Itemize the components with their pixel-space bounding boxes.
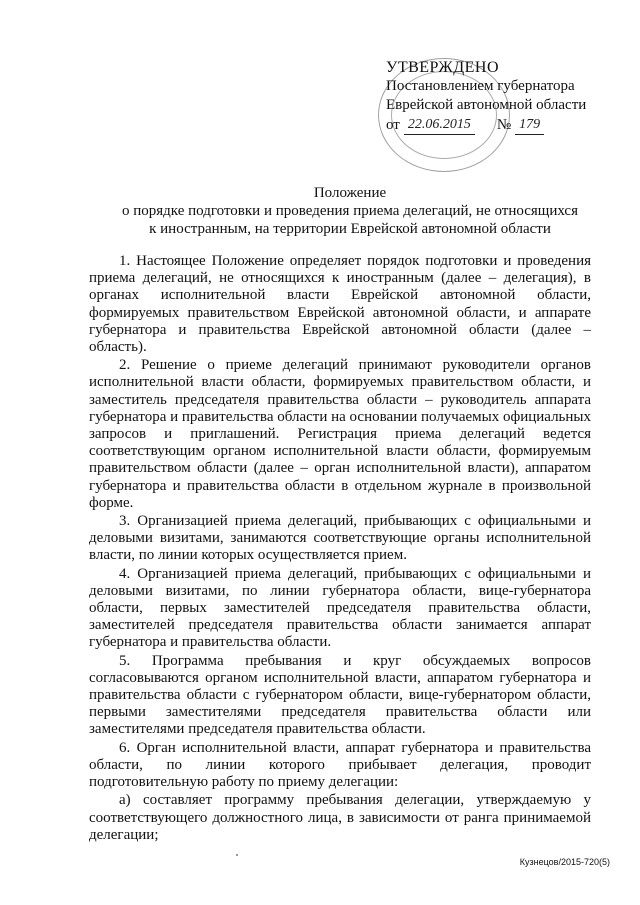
paragraph-5: 5. Программа пребывания и круг обсуждаемых вопросов согласовываются органом исполнительной власти, аппаратом губернатора и правительства области с губернатором области, вице-губернатором области, первыми заместителями председателя правительства области или заместителями председателя правительства области. [89,652,591,738]
paragraph-6: 6. Орган исполнительной власти, аппарат губернатора и правительства области, по линии которого прибывает делегация, проводит подготовительную работу по приему делегации: [89,739,591,791]
approval-date-number [386,115,616,135]
approval-line-2: Еврейской автономной области [386,97,587,113]
paragraph-3: 3. Организацией приема делегаций, прибывающих с официальными и деловыми визитами, занимаются соответствующие органы исполнительной власти, по линии которых осуществляется прием. [89,513,591,564]
document-body [89,253,591,845]
approval-line-1: Постановлением губернатора [386,78,575,94]
date-prefix: от [386,117,400,133]
scan-dot [236,854,238,856]
paragraph-1: 1. Настоящее Положение определяет порядок подготовки и проведения приема делегаций, не относящихся к иностранным (далее – делегация), в органах исполнительной власти Еврейской автономной области, формируемых правительством Еврейской автономной области, и аппарате губернатора и правительства Еврейской автономной области (далее – область). [89,253,591,356]
number-prefix: № [496,117,512,133]
paragraph-6a: а) составляет программу пребывания делегации, утверждаемую у соответствующего должностного лица, в зависимости от ранга принимаемой делегации; [89,792,591,843]
approval-block [386,58,616,135]
title-heading: Положение [313,185,387,201]
date-value: 22.06.2015 [404,115,475,135]
approved-label: УТВЕРЖДЕНО [386,59,500,76]
footer-reference: Кузнецов/2015-720(5) [519,857,610,867]
paragraph-2: 2. Решение о приеме делегаций принимают руководители органов исполнительной власти области, формируемых правительством области, и заместитель председателя правительства области – руководитель аппарата губернатора и правительства области на основании получаемых официальных запросов и приглашений. Регистрация приема делегаций ведется соответствующим органом исполнительной власти области, формируемым правительством области (далее – орган исполнительной власти), аппаратом губернатора и правительства области в отдельном журнале в произвольной форме. [89,357,592,511]
number-value: 179 [515,115,544,135]
title-line-1: о порядке подготовки и проведения приема делегаций, не относящихся [122,203,578,219]
document-title [90,184,610,238]
title-line-2: к иностранным, на территории Еврейской автономной области [149,221,551,237]
paragraph-4: 4. Организацией приема делегаций, прибывающих с официальными и деловыми визитами, по линии губернатора области, вице-губернатора области, первых заместителей председателя правительства области, заместителей председателя правительства области занимается аппарат губернатора и правительства области. [89,565,591,651]
